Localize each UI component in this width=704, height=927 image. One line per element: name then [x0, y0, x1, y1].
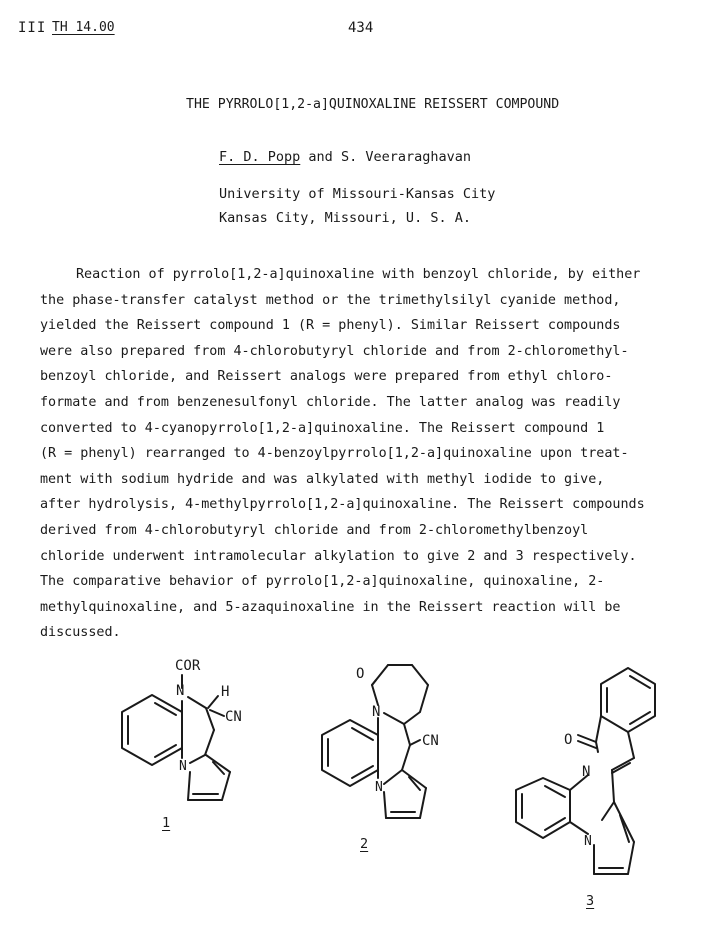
abstract-line: the phase-transfer catalyst method or the trimethylsilyl cyanide method, [40, 292, 621, 308]
author-first: F. D. Popp [219, 149, 301, 165]
abstract-line: (R = phenyl) rearranged to 4-benzoylpyrrolo[1,2-a]quinoxaline upon treat- [40, 446, 629, 462]
s1-cn-label: CN [225, 709, 242, 725]
abstract-line: methylquinoxaline, and 5-azaquinoxaline in the Reissert reaction will be [40, 599, 621, 615]
structure-3-label: 3 [586, 893, 595, 909]
abstract-line: derived from 4-chlorobutyryl chloride and from 2-chloromethylbenzoyl [40, 522, 589, 538]
abstract-line: Reaction of pyrrolo[1,2-a]quinoxaline with benzoyl chloride, by either [76, 267, 641, 282]
abstract-line: benzoyl chloride, and Reissert analogs were prepared from ethyl chloro- [40, 369, 613, 385]
s3-n-bottom: N [584, 834, 592, 849]
s1-n-top: N [176, 683, 185, 699]
abstract-line: converted to 4-cyanopyrrolo[1,2-a]quinoxaline. The Reissert compound 1 [40, 420, 605, 436]
structure-1-label: 1 [162, 815, 171, 831]
s3-o-label: O [564, 732, 573, 748]
affiliation-line-1: University of Missouri-Kansas City [219, 186, 496, 202]
abstract [40, 262, 680, 646]
abstract-line: discussed. [40, 625, 121, 641]
affiliation-line-2: Kansas City, Missouri, U. S. A. [219, 210, 471, 226]
structure-2-label: 2 [360, 836, 369, 852]
abstract-line: after hydrolysis, 4-methylpyrrolo[1,2-a]quinoxaline. The Reissert compounds [40, 497, 645, 513]
abstract-line: formate and from benzenesulfonyl chloride. The latter analog was readily [40, 394, 621, 410]
abstract-line: yielded the Reissert compound 1 (R = phenyl). Similar Reissert compounds [40, 318, 621, 334]
paper-title: THE PYRROLO[1,2-a]QUINOXALINE REISSERT COMPOUND [186, 97, 560, 112]
page-number: 434 [348, 20, 374, 36]
s2-cn-label: CN [422, 733, 439, 749]
s2-o-label: O [356, 666, 365, 682]
structure-2-drawing [322, 665, 428, 818]
abstract-line: were also prepared from 4-chlorobutyryl chloride and from 2-chloromethyl- [40, 343, 629, 359]
author-line [219, 149, 471, 165]
s1-n-bottom: N [179, 759, 187, 774]
author-conjunction: and [308, 149, 333, 165]
abstract-line: chloride underwent intramolecular alkylation to give 2 and 3 respectively. [40, 548, 637, 564]
chemical-structures [0, 640, 704, 927]
s1-cor-label: COR [175, 658, 201, 674]
s2-n-top: N [372, 704, 381, 720]
abstract-line: The comparative behavior of pyrrolo[1,2-a]quinoxaline, quinoxaline, 2- [40, 574, 605, 590]
author-second: S. Veeraraghavan [340, 149, 471, 165]
section-mark: III [18, 20, 47, 36]
s2-n-bottom: N [375, 780, 383, 795]
s1-h-label: H [221, 684, 230, 700]
s3-n-top: N [582, 764, 591, 780]
document-code: TH 14.00 [52, 20, 115, 35]
abstract-line: ment with sodium hydride and was alkylated with methyl iodide to give, [40, 471, 605, 487]
